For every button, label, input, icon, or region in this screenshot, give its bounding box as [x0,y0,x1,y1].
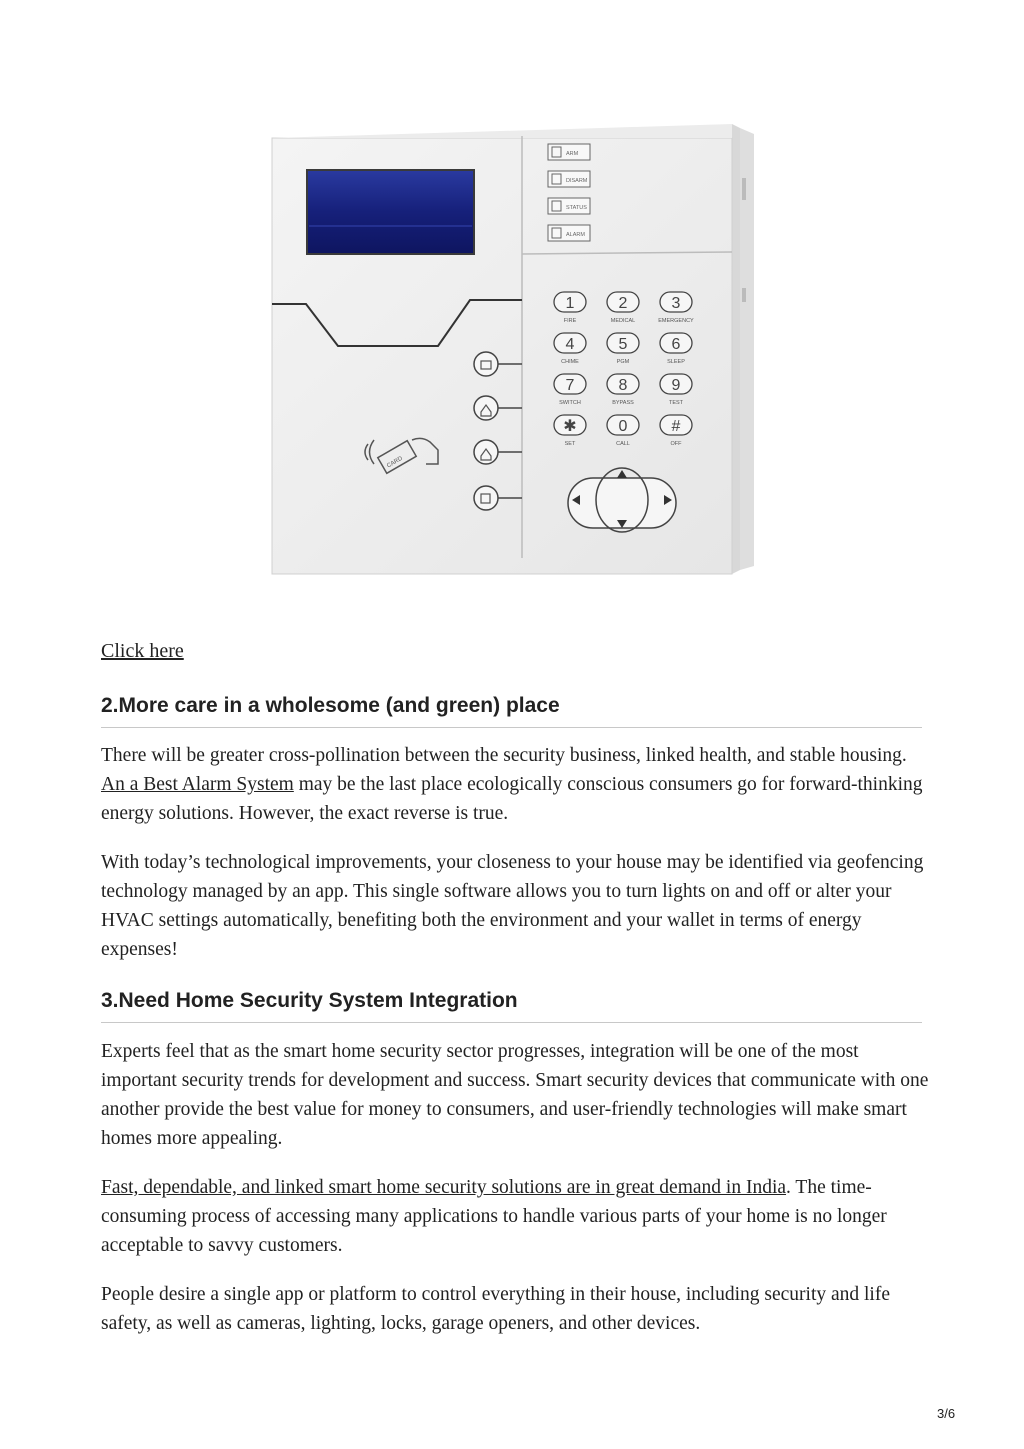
svg-text:PGM: PGM [616,359,630,365]
panel-button-alarm [548,225,590,241]
svg-text:SET: SET [564,441,576,447]
india-security-solutions-link[interactable]: Fast, dependable, and linked smart home security solutions are in great demand in India [101,1177,787,1198]
section2-paragraph-2: With today’s technological improvements, your closeness to your house may be identified via geofencing technology managed by an app. This single software allows you to turn lights on and off or alter your HVAC settings automatically, benefiting both the environment and your wallet in terms of energy expenses! [101,852,924,960]
svg-text:SLEEP: SLEEP [667,359,685,365]
card-label: CARD [386,455,404,470]
svg-text:FIRE: FIRE [563,318,577,324]
section3-paragraph-3: People desire a single app or platform to control everything in their house, including security and life safety, as well as cameras, lighting, locks, garage openers, and other devices. [101,1284,890,1334]
best-alarm-system-link[interactable]: An a Best Alarm System [101,774,294,795]
svg-text:8: 8 [618,377,628,394]
svg-text:✱: ✱ [563,418,577,435]
svg-text:7: 7 [565,377,575,394]
svg-text:ALARM: ALARM [566,232,585,238]
section2-p1-text-end: may be the last place ecologically conscious consumers go for forward-thinking energy solutions. However, the exact reverse is true. [101,774,923,824]
svg-text:TEST: TEST [668,400,684,406]
svg-text:CHIME: CHIME [561,359,579,365]
svg-text:2: 2 [618,295,628,312]
section2-heading: 2.More care in a wholesome (and green) place [101,694,922,728]
svg-text:1: 1 [565,295,575,312]
panel-button-disarm [548,171,590,187]
section3-paragraph-2 [101,1173,931,1260]
section2-p1-text-start: There will be greater cross-pollination between the security business, linked health, and stable housing. [101,745,907,766]
svg-text:DISARM: DISARM [566,178,588,184]
svg-text:4: 4 [565,336,575,353]
section3-p2-text-end: . The time-consuming process of accessing many applications to handle various parts of your home is no longer acceptable to savvy customers. [101,1177,887,1256]
svg-text:BYPASS: BYPASS [612,400,634,406]
alarm-panel-image [262,118,762,580]
svg-text:#: # [671,418,681,435]
svg-text:OFF: OFF [670,441,682,447]
section2-paragraph-1 [101,741,931,828]
page-number: 3/6 [937,1406,956,1421]
svg-text:5: 5 [618,336,628,353]
keypad-key [607,292,639,324]
section3-paragraph-1: Experts feel that as the smart home security sector progresses, integration will be one of the most important security trends for development and success. Smart security devices that communicate with one another provide the best value for money to consumers, and user-friendly technologies will make smart homes more appealing. [101,1041,929,1149]
panel-button-arm [548,144,590,160]
svg-text:CALL: CALL [616,441,630,447]
keypad-key [658,292,694,324]
svg-text:EMERGENCY: EMERGENCY [658,318,694,324]
svg-text:3: 3 [671,295,681,312]
svg-text:0: 0 [618,418,628,435]
svg-text:9: 9 [671,377,681,394]
svg-text:SWITCH: SWITCH [559,400,581,406]
svg-text:MEDICAL: MEDICAL [610,318,636,324]
click-here-link[interactable]: Click here [101,640,184,662]
svg-text:STATUS: STATUS [566,205,587,211]
svg-text:ARM: ARM [566,151,579,157]
section3-heading: 3.Need Home Security System Integration [101,989,922,1023]
svg-text:6: 6 [671,336,681,353]
panel-button-status [548,198,590,214]
